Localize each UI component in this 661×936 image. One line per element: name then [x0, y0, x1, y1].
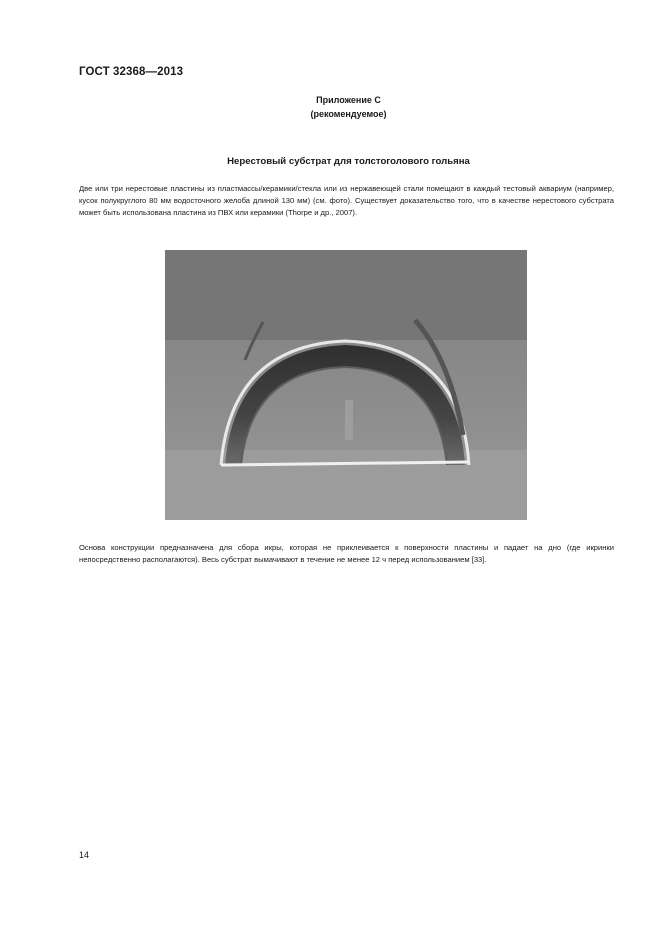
page-number: 14 [79, 850, 90, 860]
body-paragraph-2: Основа конструкции предназначена для сбора икры, которая не приклеивается к поверхности пластины и падает на дно (где икринки непосредственно располагаются). Весь субстрат вымачивают в течение не менее 12 ч перед использованием [33]. [79, 543, 614, 565]
substrate-photo [165, 250, 527, 520]
body-paragraph-1: Две или три нерестовые пластины из пластмассы/керамики/стекла или из нержавеющей стали помещают в каждый тестовый аквариум (например, кусок полукруглого 80 мм водосточного желоба длиной 130 мм) (см. фото). Существует доказательство того, что в качестве нерестового субстрата может быть использована пластина из ПВХ или керамики (Thorpe и др., 2007). [79, 184, 614, 218]
section-title: Нерестовый субстрат для толстоголового гольяна [227, 156, 470, 167]
annex-status: (рекомендуемое) [310, 109, 387, 119]
document-code: ГОСТ 32368—2013 [79, 66, 184, 78]
annex-title: Приложение С [316, 95, 381, 105]
